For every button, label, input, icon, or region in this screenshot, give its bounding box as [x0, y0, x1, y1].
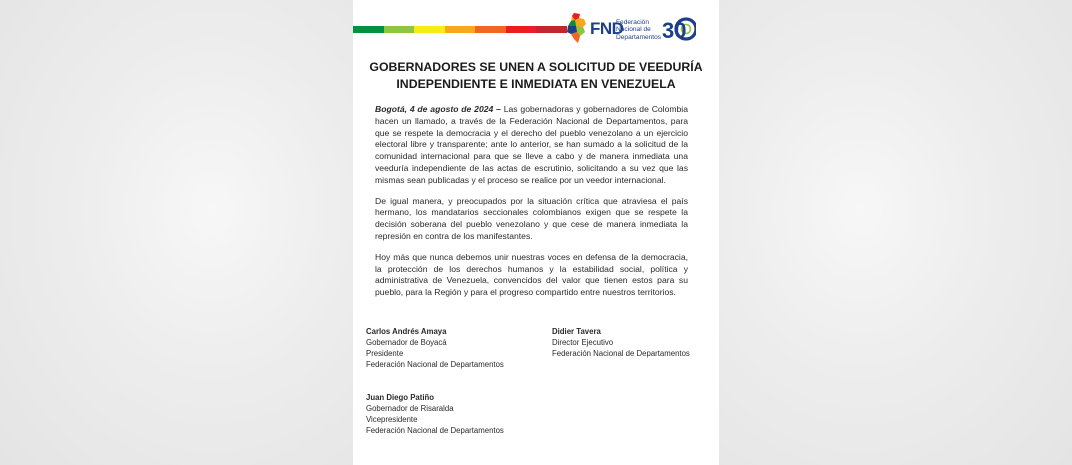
signatory-org: Federación Nacional de Departamentos	[552, 349, 690, 358]
signatory-name: Juan Diego Patiño	[366, 393, 435, 402]
title-line-1: GOBERNADORES SE UNEN A SOLICITUD DE VEEDURÍA	[369, 60, 703, 74]
band-segment	[353, 26, 384, 33]
signatory-org: Federación Nacional de Departamentos	[366, 360, 504, 369]
paragraph-1-text: Las gobernadoras y gobernadores de Colombia hacen un llamado, a través de la Federación Nacional de Departamentos, para que se respete la democracia y el derecho del pueblo venezolano a un ejercicio electoral libre y transparente; ante lo anterior, se han sumado a la solicitud de la comunidad internacional para que se lleve a cabo y de manera inmediata una veeduría independiente de las actas de escrutinio, solicitando a su vez que las mismas sean publicadas y el proceso se realice por un veedor internacional.	[375, 104, 688, 185]
paragraph-2: De igual manera, y preocupados por la situación crítica que atraviesa el país hermano, los mandatarios seccionales colombianos exigen que se respete la decisión soberana del pueblo venezolano y que cese de manera inmediata la represión en contra de los manifestantes.	[375, 195, 688, 241]
band-segment	[506, 26, 537, 33]
band-segment	[414, 26, 445, 33]
dateline: Bogotá, 4 de agosto de 2024 –	[375, 104, 501, 114]
signature-block	[552, 326, 690, 359]
paragraph-1	[375, 104, 688, 187]
fnd-logo-subtitle: Federación Nacional de Departamentos	[616, 19, 662, 41]
press-release-page	[353, 0, 719, 465]
title-line-2: INDEPENDIENTE E INMEDIATA EN VENEZUELA	[396, 77, 676, 91]
signatory-name: Carlos Andrés Amaya	[366, 327, 447, 336]
band-segment	[384, 26, 415, 33]
signatory-org: Federación Nacional de Departamentos	[366, 426, 504, 435]
band-segment	[475, 26, 506, 33]
paragraph-3: Hoy más que nunca debemos unir nuestras voces en defensa de la democracia, la protección de los derechos humanos y la estabilidad social, política y administrativa de Venezuela, convencidos del valor que tienen estos para su pueblo, para la Región y para el progreso compartido entre nuestros territorios.	[375, 251, 688, 298]
signatory-name: Didier Tavera	[552, 327, 601, 336]
color-band	[353, 26, 567, 33]
colombia-map-icon	[565, 12, 589, 44]
signatory-role: Vicepresidente	[366, 415, 418, 424]
page-title	[367, 59, 705, 93]
background-left	[0, 0, 353, 465]
anniversary-30-logo	[662, 15, 696, 43]
anniversary-number: 30	[662, 18, 687, 43]
document-body	[375, 104, 688, 308]
signature-block	[366, 392, 504, 436]
signature-block	[366, 326, 504, 370]
signatory-role: Presidente	[366, 349, 404, 358]
band-segment	[536, 26, 567, 33]
signatory-role: Gobernador de Risaralda	[366, 404, 454, 413]
signatory-role: Director Ejecutivo	[552, 338, 614, 347]
fnd-logo-text: FND	[590, 19, 624, 38]
signatory-role: Gobernador de Boyacá	[366, 338, 447, 347]
background-right	[719, 0, 1072, 465]
band-segment	[445, 26, 476, 33]
